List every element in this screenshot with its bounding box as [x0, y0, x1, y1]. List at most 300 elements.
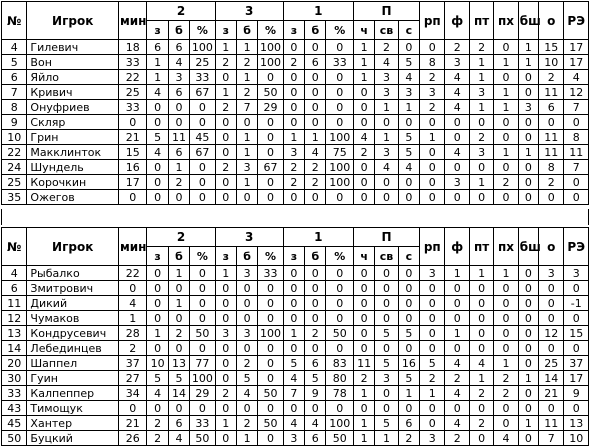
stat-cell: 1 — [215, 266, 236, 281]
table-row — [2, 40, 589, 55]
stat-cell: 0 — [375, 281, 398, 296]
stat-cell: 4 — [469, 356, 493, 371]
stat-cell: 18 — [118, 40, 146, 55]
stat-cell: 15 — [539, 40, 564, 55]
col-bsh-header: бш — [518, 228, 538, 266]
stat-cell: 1 — [118, 311, 146, 326]
stat-cell: 1 — [494, 55, 518, 70]
stat-cell: 2 — [398, 431, 419, 446]
player-name: Ожегов — [27, 190, 119, 205]
stat-cell: 0 — [236, 115, 257, 130]
stat-cell: 0 — [326, 115, 353, 130]
stat-cell: 0 — [283, 296, 304, 311]
stat-cell: 0 — [190, 266, 215, 281]
stat-cell: 1 — [469, 100, 493, 115]
stat-cell: 0 — [375, 401, 398, 416]
stat-cell: 0 — [564, 281, 589, 296]
stat-cell: 0 — [147, 311, 168, 326]
stat-cell: 0 — [353, 281, 374, 296]
stat-cell: 0 — [215, 311, 236, 326]
team1-rows — [2, 40, 589, 205]
stat-cell: 26 — [118, 431, 146, 446]
stat-cell: 0 — [445, 401, 469, 416]
stat-cell: 21 — [539, 386, 564, 401]
stat-cell: 4 — [494, 431, 518, 446]
stat-cell: 0 — [518, 266, 538, 281]
stat-cell: 33 — [190, 70, 215, 85]
stat-cell: 1 — [469, 70, 493, 85]
stat-cell: 2 — [305, 160, 326, 175]
stat-cell: 5 — [398, 145, 419, 160]
stat-cell: 3 — [420, 266, 445, 281]
stat-cell: 34 — [118, 386, 146, 401]
player-number: 9 — [2, 115, 27, 130]
table-row — [2, 281, 589, 296]
stat-cell: 10 — [564, 431, 589, 446]
stat-cell: 0 — [190, 281, 215, 296]
col-pt-header: пт — [469, 228, 493, 266]
table-row — [2, 326, 589, 341]
stat-cell: 4 — [168, 55, 189, 70]
player-number: 33 — [2, 386, 27, 401]
stat-cell: 1 — [494, 100, 518, 115]
col-re-header: РЭ — [564, 228, 589, 266]
stat-cell: 0 — [494, 416, 518, 431]
stat-cell: 3 — [539, 266, 564, 281]
stat-cell: 0 — [375, 386, 398, 401]
stat-cell: 5 — [168, 371, 189, 386]
stat-cell: 1 — [236, 40, 257, 55]
stat-cell: 2 — [445, 40, 469, 55]
stat-cell: 1 — [375, 100, 398, 115]
stat-cell: 0 — [147, 175, 168, 190]
stat-cell: 6 — [168, 416, 189, 431]
stat-cell: 29 — [190, 386, 215, 401]
stat-cell: 3 — [236, 266, 257, 281]
table-row — [2, 266, 589, 281]
stat-cell: 3 — [375, 70, 398, 85]
stat-cell: 0 — [168, 100, 189, 115]
col-min-header: мин — [118, 228, 146, 266]
stat-cell: 17 — [118, 175, 146, 190]
stat-cell: 100 — [326, 175, 353, 190]
table-row — [2, 431, 589, 446]
stat-cell: 0 — [564, 401, 589, 416]
stat-cell: 4 — [147, 145, 168, 160]
stat-cell: 5 — [236, 371, 257, 386]
table-row — [2, 356, 589, 371]
team1-stats-table — [1, 1, 589, 205]
sub-1pt-att: б — [305, 21, 326, 40]
stat-cell: 2 — [445, 431, 469, 446]
player-name: Шаппел — [27, 356, 119, 371]
stat-cell: 3 — [375, 145, 398, 160]
sub-2pt-pct: % — [190, 247, 215, 266]
col-rp-header: рп — [420, 228, 445, 266]
stat-cell: 2 — [147, 431, 168, 446]
sub-3pt-att: б — [236, 247, 257, 266]
stat-cell: 2 — [375, 40, 398, 55]
stat-cell: 0 — [518, 341, 538, 356]
stat-cell: 5 — [147, 371, 168, 386]
stat-cell: 0 — [190, 296, 215, 311]
stat-cell: 0 — [353, 296, 374, 311]
stat-cell: 27 — [118, 371, 146, 386]
stat-cell: 0 — [539, 296, 564, 311]
stat-cell: 50 — [190, 326, 215, 341]
stat-cell: 0 — [258, 356, 283, 371]
stat-cell: 15 — [564, 326, 589, 341]
stat-cell: 2 — [469, 130, 493, 145]
table-separator — [1, 209, 589, 225]
stat-cell: 7 — [564, 100, 589, 115]
table-row — [2, 85, 589, 100]
stat-cell: 0 — [258, 341, 283, 356]
stat-cell: 2 — [118, 341, 146, 356]
stat-cell: 0 — [118, 281, 146, 296]
stat-cell: 0 — [190, 190, 215, 205]
player-name: Вон — [27, 55, 119, 70]
player-name: Яйло — [27, 70, 119, 85]
stat-cell: 1 — [494, 85, 518, 100]
stat-cell: 0 — [283, 115, 304, 130]
stat-cell: 1 — [469, 55, 493, 70]
stat-cell: 2 — [305, 175, 326, 190]
stat-cell: 4 — [445, 145, 469, 160]
stat-cell: 78 — [326, 386, 353, 401]
stat-cell: 0 — [326, 281, 353, 296]
stat-cell: 0 — [147, 401, 168, 416]
stat-cell: 14 — [539, 371, 564, 386]
stat-cell: 0 — [375, 341, 398, 356]
stat-cell: 0 — [469, 401, 493, 416]
stat-cell: 0 — [420, 160, 445, 175]
stat-cell: 0 — [326, 401, 353, 416]
stat-cell: 0 — [236, 296, 257, 311]
player-name: Кривич — [27, 85, 119, 100]
stat-cell: 2 — [469, 386, 493, 401]
stat-cell: 0 — [326, 70, 353, 85]
stat-cell: 100 — [190, 40, 215, 55]
stat-cell: 3 — [215, 326, 236, 341]
stat-cell: 0 — [258, 190, 283, 205]
stat-cell: 25 — [190, 55, 215, 70]
stat-cell: 0 — [494, 40, 518, 55]
stat-cell: 0 — [215, 371, 236, 386]
player-number: 5 — [2, 55, 27, 70]
stat-cell: 1 — [168, 266, 189, 281]
stat-cell: 0 — [168, 311, 189, 326]
player-name: Макклинток — [27, 145, 119, 160]
stat-cell: 11 — [539, 145, 564, 160]
player-name: Рыбалко — [27, 266, 119, 281]
stat-cell: 4 — [375, 160, 398, 175]
stat-cell: 2 — [353, 145, 374, 160]
stat-cell: 0 — [445, 311, 469, 326]
stat-cell: 0 — [190, 100, 215, 115]
player-number: 14 — [2, 341, 27, 356]
stat-cell: 0 — [353, 115, 374, 130]
stat-cell: 0 — [398, 190, 419, 205]
stat-cell: 7 — [564, 160, 589, 175]
stat-cell: 100 — [190, 371, 215, 386]
stat-cell: 0 — [445, 281, 469, 296]
stat-cell: 0 — [147, 266, 168, 281]
stat-cell: 0 — [326, 341, 353, 356]
table-row — [2, 115, 589, 130]
sub-2pt-att: б — [168, 21, 189, 40]
stat-cell: 2 — [168, 326, 189, 341]
stat-cell: 33 — [190, 416, 215, 431]
sub-reb-off: ч — [353, 21, 374, 40]
stat-cell: 0 — [445, 296, 469, 311]
stat-cell: 0 — [494, 341, 518, 356]
stat-cell: 4 — [353, 130, 374, 145]
stat-cell: 4 — [283, 371, 304, 386]
stat-cell: 4 — [168, 431, 189, 446]
player-number: 6 — [2, 70, 27, 85]
player-name: Змитрович — [27, 281, 119, 296]
stat-cell: 6 — [398, 416, 419, 431]
sub-2pt-att: б — [168, 247, 189, 266]
stat-cell: 0 — [518, 85, 538, 100]
stat-cell: 5 — [398, 130, 419, 145]
stat-cell: 4 — [118, 296, 146, 311]
stat-cell: 0 — [326, 85, 353, 100]
stat-cell: 8 — [564, 130, 589, 145]
stat-cell: 0 — [518, 281, 538, 296]
team2-rows — [2, 266, 589, 446]
sub-1pt-pct: % — [326, 247, 353, 266]
stat-cell: -1 — [564, 296, 589, 311]
stat-cell: 15 — [118, 145, 146, 160]
player-number: 11 — [2, 296, 27, 311]
stat-cell: 0 — [539, 311, 564, 326]
stat-cell: 67 — [258, 160, 283, 175]
stat-cell: 0 — [236, 190, 257, 205]
stat-cell: 0 — [326, 296, 353, 311]
col-pt-header: пт — [469, 2, 493, 40]
table-row — [2, 55, 589, 70]
stat-cell: 3 — [283, 145, 304, 160]
stat-cell: 67 — [190, 145, 215, 160]
stat-cell: 1 — [283, 130, 304, 145]
stat-cell: 28 — [118, 326, 146, 341]
stat-cell: 0 — [518, 431, 538, 446]
col-ph-header: пх — [494, 2, 518, 40]
group-1pt-header: 1 — [283, 228, 353, 247]
stat-cell: 4 — [445, 100, 469, 115]
stat-cell: 0 — [215, 130, 236, 145]
stat-cell: 11 — [168, 130, 189, 145]
stat-cell: 2 — [420, 70, 445, 85]
player-number: 50 — [2, 431, 27, 446]
stat-cell: 0 — [326, 40, 353, 55]
stat-cell: 1 — [469, 371, 493, 386]
stat-cell: 0 — [494, 160, 518, 175]
stat-cell: 6 — [168, 40, 189, 55]
stat-cell: 1 — [305, 130, 326, 145]
stat-cell: 0 — [420, 115, 445, 130]
stat-cell: 0 — [258, 371, 283, 386]
group-1pt-header: 1 — [283, 2, 353, 21]
stat-cell: 0 — [445, 341, 469, 356]
stat-cell: 1 — [445, 266, 469, 281]
player-number: 10 — [2, 130, 27, 145]
stat-cell: 3 — [283, 431, 304, 446]
stat-cell: 1 — [469, 175, 493, 190]
stat-cell: 2 — [469, 40, 493, 55]
col-num-header: № — [2, 228, 27, 266]
player-number: 25 — [2, 175, 27, 190]
stat-cell: 3 — [564, 266, 589, 281]
stat-cell: 2 — [539, 70, 564, 85]
stat-cell: 0 — [469, 341, 493, 356]
col-player-header: Игрок — [27, 2, 119, 40]
player-name: Гуин — [27, 371, 119, 386]
group-rebounds-header: П — [353, 2, 419, 21]
stat-cell: 0 — [398, 281, 419, 296]
stat-cell: 0 — [539, 115, 564, 130]
table-row — [2, 311, 589, 326]
stat-cell: 1 — [494, 145, 518, 160]
stat-cell: 0 — [305, 85, 326, 100]
stat-cell: 0 — [168, 115, 189, 130]
stat-cell: 3 — [375, 371, 398, 386]
player-number: 7 — [2, 85, 27, 100]
sub-2pt-made: з — [147, 247, 168, 266]
table-row — [2, 296, 589, 311]
stat-cell: 2 — [305, 326, 326, 341]
stat-cell: 0 — [398, 401, 419, 416]
stat-cell: 0 — [258, 145, 283, 160]
table-row — [2, 371, 589, 386]
stat-cell: 2 — [283, 160, 304, 175]
sub-3pt-pct: % — [258, 247, 283, 266]
stat-cell: 2 — [215, 160, 236, 175]
stat-cell: 5 — [398, 326, 419, 341]
stat-cell: 0 — [353, 326, 374, 341]
sub-1pt-made: з — [283, 21, 304, 40]
stat-cell: 6 — [305, 431, 326, 446]
stat-cell: 0 — [420, 401, 445, 416]
stat-cell: 0 — [494, 311, 518, 326]
stat-cell: 2 — [494, 371, 518, 386]
stat-cell: 9 — [305, 386, 326, 401]
player-name: Скляр — [27, 115, 119, 130]
stat-cell: 1 — [398, 100, 419, 115]
stat-cell: 25 — [539, 356, 564, 371]
stat-cell: 0 — [215, 190, 236, 205]
stat-cell: 1 — [375, 130, 398, 145]
player-number: 8 — [2, 100, 27, 115]
stat-cell: 0 — [147, 190, 168, 205]
table-row — [2, 175, 589, 190]
stat-cell: 100 — [326, 160, 353, 175]
stat-cell: 1 — [236, 431, 257, 446]
stat-cell: 0 — [494, 70, 518, 85]
stat-cell: 0 — [564, 311, 589, 326]
stat-cell: 1 — [353, 431, 374, 446]
stat-cell: 0 — [518, 356, 538, 371]
stat-cell: 29 — [258, 100, 283, 115]
player-name: Гилевич — [27, 40, 119, 55]
stat-cell: 0 — [469, 431, 493, 446]
player-name: Кондрусевич — [27, 326, 119, 341]
stat-cell: 1 — [215, 416, 236, 431]
stat-cell: 0 — [445, 115, 469, 130]
stat-cell: 0 — [494, 130, 518, 145]
stat-cell: 0 — [353, 175, 374, 190]
stat-cell: 0 — [215, 401, 236, 416]
stat-cell: 0 — [469, 326, 493, 341]
stat-cell: 77 — [190, 356, 215, 371]
stat-cell: 0 — [326, 266, 353, 281]
stat-cell: 2 — [236, 85, 257, 100]
stat-cell: 0 — [258, 175, 283, 190]
stat-cell: 12 — [539, 326, 564, 341]
stat-cell: 0 — [518, 311, 538, 326]
table-row — [2, 341, 589, 356]
stat-cell: 0 — [420, 416, 445, 431]
stat-cell: 0 — [305, 190, 326, 205]
sub-1pt-pct: % — [326, 21, 353, 40]
stat-cell: 1 — [147, 55, 168, 70]
stat-cell: 0 — [168, 281, 189, 296]
col-ph-header: пх — [494, 228, 518, 266]
stat-cell: 0 — [305, 115, 326, 130]
stat-cell: 1 — [353, 55, 374, 70]
sub-reb-def: св — [375, 247, 398, 266]
stat-cell: 0 — [398, 311, 419, 326]
sub-reb-off: ч — [353, 247, 374, 266]
stat-cell: 1 — [375, 431, 398, 446]
table-row — [2, 160, 589, 175]
stat-cell: 1 — [445, 326, 469, 341]
stat-cell: 17 — [564, 55, 589, 70]
stat-cell: 0 — [353, 160, 374, 175]
stat-cell: 0 — [518, 386, 538, 401]
stat-cell: 7 — [539, 431, 564, 446]
player-number: 35 — [2, 190, 27, 205]
stat-cell: 1 — [518, 55, 538, 70]
stat-cell: 4 — [445, 85, 469, 100]
stat-cell: 0 — [353, 85, 374, 100]
stat-cell: 1 — [147, 326, 168, 341]
stat-cell: 17 — [564, 371, 589, 386]
stat-cell: 0 — [353, 341, 374, 356]
col-o-header: о — [539, 2, 564, 40]
stat-cell: 4 — [236, 386, 257, 401]
stat-cell: 0 — [190, 341, 215, 356]
stat-cell: 0 — [236, 311, 257, 326]
stat-cell: 5 — [375, 326, 398, 341]
stat-cell: 0 — [375, 311, 398, 326]
stat-cell: 0 — [494, 326, 518, 341]
stat-cell: 0 — [215, 145, 236, 160]
stat-cell: 0 — [168, 190, 189, 205]
stat-cell: 0 — [147, 115, 168, 130]
stat-cell: 1 — [518, 40, 538, 55]
stat-cell: 0 — [420, 281, 445, 296]
stat-cell: 0 — [469, 160, 493, 175]
stat-cell: 0 — [215, 431, 236, 446]
stat-cell: 100 — [258, 326, 283, 341]
stat-cell: 22 — [118, 70, 146, 85]
sub-2pt-pct: % — [190, 21, 215, 40]
stat-cell: 0 — [420, 326, 445, 341]
stat-cell: 0 — [305, 281, 326, 296]
